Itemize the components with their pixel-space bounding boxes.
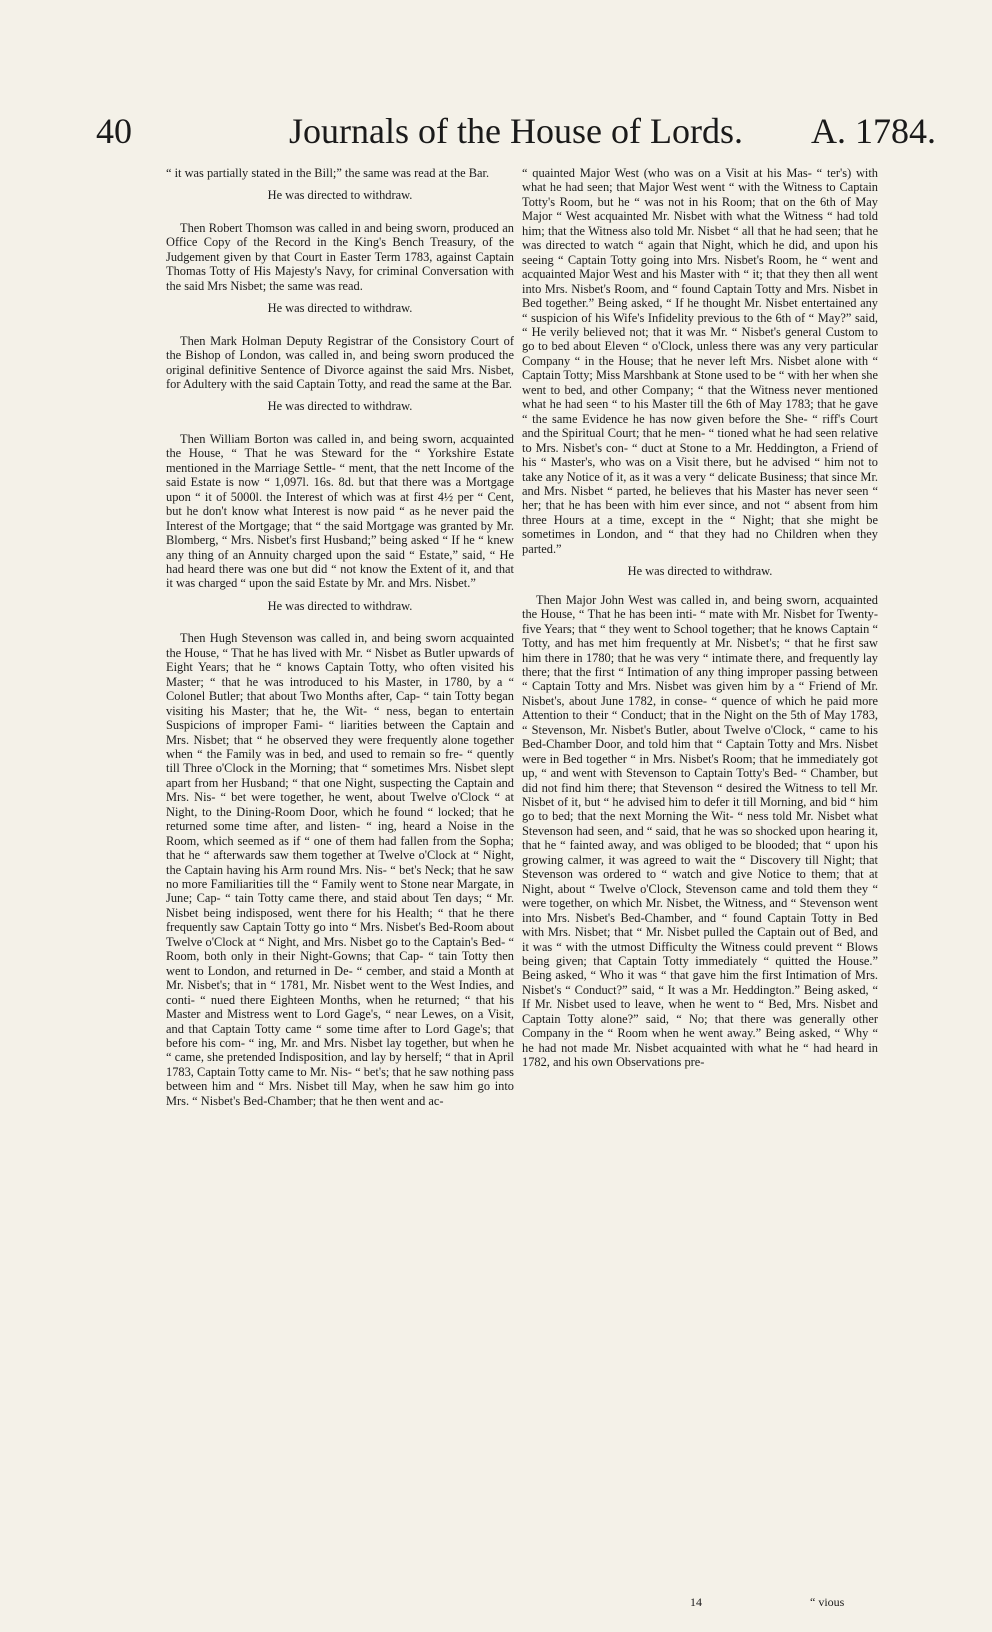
right-column — [522, 166, 878, 1078]
paragraph: Then Robert Thomson was called in and being sworn, produced an Office Copy of the Record in the King's Bench Treasury, of the Judgement given by that Court in Easter Term 1783, against Captain Thomas Totty of His Majesty's Navy, for criminal Conversation with the said Mrs Nisbet; the same was read. — [166, 220, 514, 293]
paragraph: Then William Borton was called in, and being sworn, acquainted the House, “ That he was Steward for the “ Yorkshire Estate mentioned in the Marriage Settle- “ ment, that the nett Income of the said Estate is now “ 1,097l. 16s. 8d. but that there was a Mortgage upon “ it of 5000l. the Interest of which was at first 4½ per “ Cent, but he don't know what Interest is now paid “ as he never paid the Interest of the Mortgage; that “ the said Mortgage was granted by Mr. Blomberg, “ Mrs. Nisbet's first Husband;” being asked “ If he “ knew any thing of an Annuity charged upon the said “ Estate,” said, “ He had heard there was one but did “ not know the Extent of it, and that it was charged “ upon the said Estate by Mr. and Mrs. Nisbet.” — [166, 431, 514, 591]
withdraw-note: He was directed to withdraw. — [267, 301, 413, 316]
page-number: 40 — [96, 111, 132, 151]
withdraw-note: He was directed to withdraw. — [267, 399, 413, 414]
withdraw-note: He was directed to withdraw. — [267, 598, 413, 613]
paragraph: Then Major John West was called in, and being sworn, acquainted the House, “ That he has been inti- “ mate with Mr. Nisbet for Twenty-five Years; that “ they went to School together; that he knows Captain “ Totty, and has met him frequently at Mr. Nisbet's; “ that he first saw him there in 1780; that he was very “ intimate there, and frequently lay there; that the first “ Intimation of any thing improper passing between “ Captain Totty and Mrs. Nisbet was given him by a “ Friend of Mr. Nisbet's, about June 1782, in conse- “ quence of which he paid more Attention to their “ Conduct; that in the Night on the 5th of May 1783, “ Stevenson, Mr. Nisbet's Butler, about Twelve o'Clock, “ came to his Bed-Chamber Door, and told him that “ Captain Totty and Mrs. Nisbet were in Bed together “ in Mrs. Nisbet's Room; that he immediately got up, “ and went with Stevenson to Captain Totty's Bed- “ Chamber, but did not find him there; that Stevenson “ desired the Witness to tell Mr. Nisbet of it, but “ he advised him to defer it till Morning, and bid “ him go to bed; that the next Morning the Wit- “ ness told Mr. Nisbet what Stevenson had seen, and “ said, that he was so shocked upon hearing it, that he “ fainted away, and was obliged to be blooded; that “ upon his growing calmer, it was agreed to wait the “ Discovery till Night; that Stevenson was ordered to “ watch and give Notice to them; that at Night, about “ Twelve o'Clock, Stevenson came and told them they “ were together, on which Mr. Nisbet, the Witness, and “ Stevenson went into Mrs. Nisbet's Bed-Chamber, and “ found Captain Totty in Bed with Mrs. Nisbet; that “ Mr. Nisbet pulled the Captain out of Bed, and it was “ with the utmost Difficulty the Witness could prevent “ Blows being given; that Captain Totty immediately “ quitted the House.” Being asked, “ Who it was “ that gave him the first Intimation of Mrs. Nisbet's “ Conduct?” said, “ It was a Mr. Heddington.” Being asked, “ If Mr. Nisbet used to leave, when he went to “ Bed, Mrs. Nisbet and Captain Totty alone?” said, “ No; that there was generally other Company in the “ Room when he went away.” Being asked, “ Why “ he had not made Mr. Nisbet acquainted with what he “ had heard in 1782, and his own Observations pre- — [522, 592, 878, 1070]
journal-title: Journals of the House of Lords. — [289, 111, 743, 151]
paragraph: “ it was partially stated in the Bill;” the same was read at the Bar. — [166, 166, 490, 180]
paragraph: Then Hugh Stevenson was called in, and being sworn acquainted the House, “ That he has lived with Mr. “ Nisbet as Butler upwards of Eight Years; that he “ knows Captain Totty, who often visited his Master; “ that he was introduced to his Master, in 1780, by a “ Colonel Butler; that about Two Months after, Cap- “ tain Totty began visiting his Master; that he, the Wit- “ ness, began to entertain Suspicions of improper Fami- “ liarities between the Captain and Mrs. Nisbet; that “ he observed they were frequently alone together when “ the Family was in bed, and used to remain so fre- “ quently till Three o'Clock in the Morning; that “ sometimes Mrs. Nisbet slept apart from her Husband; “ that one Night, suspecting the Captain and Mrs. Nis- “ bet were together, he went, about Twelve o'Clock “ at Night, to the Dining-Room Door, which he found “ locked; that he returned some time after, and listen- “ ing, heard a Noise in the Room, which seemed as if “ one of them had fallen from the Sopha; that he “ afterwards saw them together at Twelve o'Clock at “ Night, the Captain having his Arm round Mrs. Nis- “ bet's Neck; that he saw no more Familiarities till the “ Family went to Stone near Margate, in June; Cap- “ tain Totty came there, and staid about Ten days; “ Mr. Nisbet being indisposed, went there for his Health; “ that he there frequently saw Captain Totty go into “ Mrs. Nisbet's Bed-Room about Twelve o'Clock at “ Night, and Mrs. Nisbet go to the Captain's Bed- “ Room, both only in their Night-Gowns; that Cap- “ tain Totty then went to London, and returned in De- “ cember, and staid a Month at Mr. Nisbet's; that in “ 1781, Mr. Nisbet went to the West Indies, and conti- “ nued there Eighteen Months, when he returned; “ that his Master and Mistress went to Lord Gage's, “ near Lewes, on a Visit, and that Captain Totty came “ some time after to Lord Gage's; that before his com- “ ing, Mr. and Mrs. Nisbet lay together, but when he “ came, she pretended Indisposition, and lay by herself; “ that in April 1783, Captain Totty came to Mr. Nis- “ bet's; that he saw nothing pass between him and “ Mrs. Nisbet till May, when he saw him go into Mrs. “ Nisbet's Bed-Chamber; that he then went and ac- — [166, 631, 514, 1108]
catchword: “ vious — [810, 1595, 845, 1609]
withdraw-note: He was directed to withdraw. — [627, 564, 773, 579]
paragraph: Then Mark Holman Deputy Registrar of the Consistory Court of the Bishop of London, was called in, and being sworn produced the original definitive Sentence of Divorce against the said Mrs. Nisbet, for Adultery with the said Captain Totty, and read the same at the Bar. — [166, 333, 514, 391]
year-label: A. 1784. — [811, 111, 936, 151]
paragraph: “ quainted Major West (who was on a Visit at his Mas- “ ter's) with what he had seen; that Major West went “ with the Witness to Captain Totty's Room, but he “ was not in his Room; that on the 6th of May Major “ West acquainted Mr. Nisbet with what the Witness “ had told him; that the Witness also told Mr. Nisbet “ all that he had seen; that he was directed to watch “ again that Night, which he did, and upon his seeing “ Captain Totty going into Mrs. Nisbet's Room, he “ went and acquainted Major West and his Master with “ it; that they then all went into Mrs. Nisbet's Room, and “ found Captain Totty and Mrs. Nisbet in Bed together.” Being asked, “ If he thought Mr. Nisbet entertained any “ suspicion of his Wife's Infidelity previous to the 6th of “ May?” said, “ He verily believed not; that it was Mr. “ Nisbet's general Custom to go to bed about Eleven “ o'Clock, unless there was any very particular Company “ in the House; that he never left Mrs. Nisbet alone with “ Captain Totty; Miss Marshbank at Stone used to be “ with her when she went to bed, and other Company; “ that the Witness never mentioned what he had seen “ to his Master till the 6th of May 1783; that he gave “ the same Evidence he has now given before the She- “ riff's Court and the Spiritual Court; that he men- “ tioned what he had seen relative to Mrs. Nisbet's con- “ duct at Stone to a Mr. Heddington, a Friend of his “ Master's, who was on a Visit there, but he advised “ him not to take any Notice of it, as it was a very “ delicate Business; that since Mr. and Mrs. Nisbet “ parted, he believes that his Master has never seen “ her; that he has been with him ever since, and not “ absent from him three Hours at a time, except in the “ Night; that she might be sometimes in London, and “ that they had no Children when they parted.” — [522, 166, 878, 556]
page-header — [96, 108, 936, 154]
left-column — [166, 166, 514, 1116]
withdraw-note: He was directed to withdraw. — [267, 188, 413, 203]
signature-mark: 14 — [690, 1595, 702, 1609]
